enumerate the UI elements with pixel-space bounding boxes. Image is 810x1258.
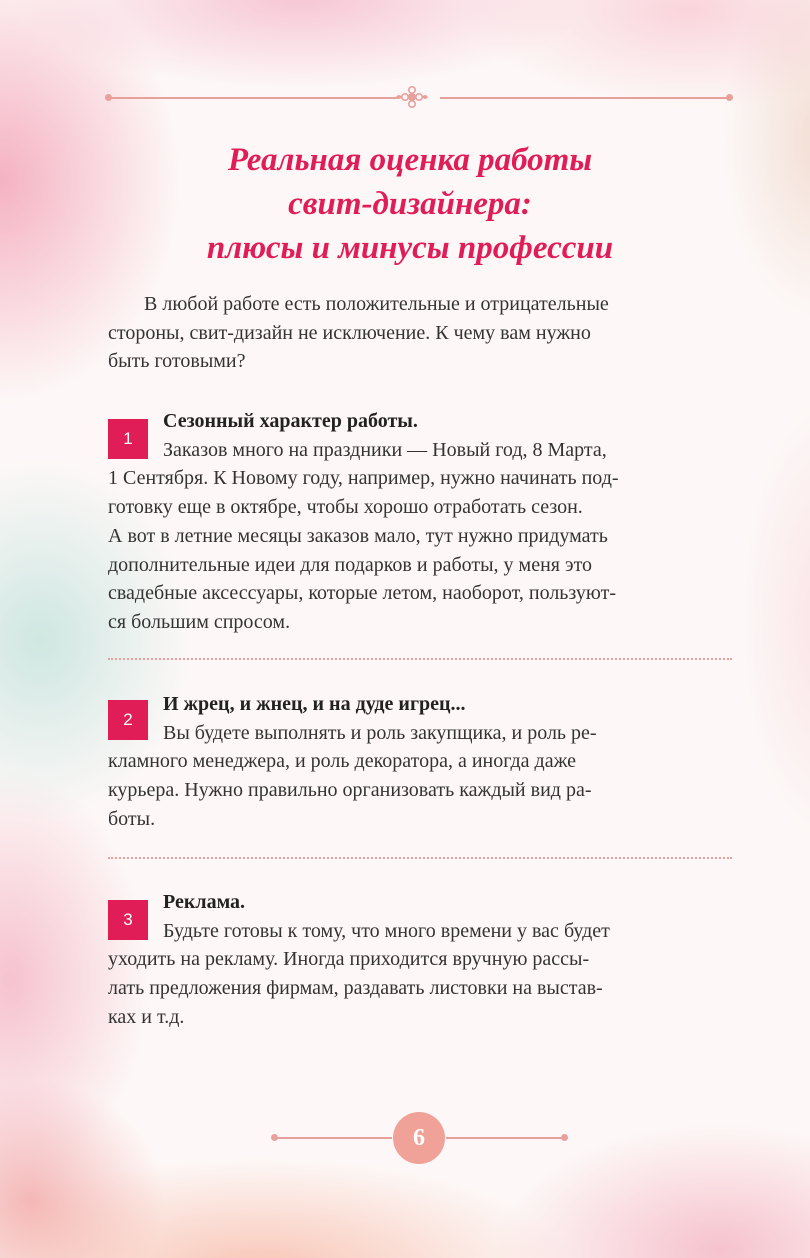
item-number-badge: 1: [108, 419, 148, 459]
item-heading: И жрец, и жнец, и на дуде игрец...: [163, 693, 466, 715]
list-item: [108, 888, 732, 1032]
intro-line: быть готовыми?: [108, 350, 246, 373]
ornament-line-right: [440, 97, 730, 99]
dotted-divider: [108, 658, 732, 660]
intro-line: стороны, свит-дизайн не исключение. К чему вам нужно: [108, 321, 591, 344]
item-line: 1 Сентября. К Новому году, например, нужно начинать под-: [108, 467, 619, 490]
title-line: плюсы и минусы профессии: [206, 230, 614, 266]
page-number: 6: [393, 1112, 445, 1164]
title-line: Реальная оценка работы: [227, 142, 593, 178]
item-line: дополнительные идеи для подарков и работы, у меня это: [108, 553, 593, 576]
item-heading: Сезонный характер работы.: [163, 410, 418, 432]
item-number-badge: 2: [108, 700, 148, 740]
item-line: уходить на рекламу. Иногда приходится вручную рассы-: [108, 948, 590, 971]
item-heading: Реклама.: [163, 891, 246, 913]
item-line: А вот в летние месяцы заказов мало, тут нужно придумать: [108, 524, 608, 547]
item-line: готовку еще в октябре, чтобы хорошо отработать сезон.: [108, 496, 583, 519]
item-number-badge: 3: [108, 900, 148, 940]
ornament-line-left: [108, 97, 398, 99]
item-line: Заказов много на праздники — Новый год, 8 Марта,: [163, 438, 607, 461]
item-line: боты.: [108, 807, 156, 830]
item-line: свадебные аксессуары, которые летом, наоборот, пользуют-: [108, 582, 616, 605]
intro-paragraph: [108, 290, 732, 376]
item-line: лать предложения фирмам, раздавать листовки на выстав-: [108, 977, 603, 1000]
footer-line-right: [446, 1137, 564, 1139]
dotted-divider: [108, 857, 732, 859]
item-line: Будьте готовы к тому, что много времени у вас будет: [163, 919, 610, 942]
footer-line-left: [274, 1137, 392, 1139]
page-title: [80, 138, 740, 270]
item-line: курьера. Нужно правильно организовать каждый вид ра-: [108, 779, 592, 802]
list-item: [108, 690, 732, 834]
list-item: [108, 407, 732, 637]
intro-line: В любой работе есть положительные и отрицательные: [144, 293, 609, 315]
item-line: кламного менеджера, и роль декоратора, а иногда даже: [108, 750, 577, 773]
item-line: ся большим спросом.: [108, 610, 291, 633]
ornament-dot: [726, 94, 733, 101]
item-line: Вы будете выполнять и роль закупщика, и роль ре-: [163, 721, 597, 744]
title-line: свит-дизайнера:: [288, 186, 532, 222]
item-line: ках и т.д.: [108, 1005, 185, 1028]
flower-ornament-icon: [395, 86, 429, 108]
footer-ornament-dot: [561, 1134, 568, 1141]
